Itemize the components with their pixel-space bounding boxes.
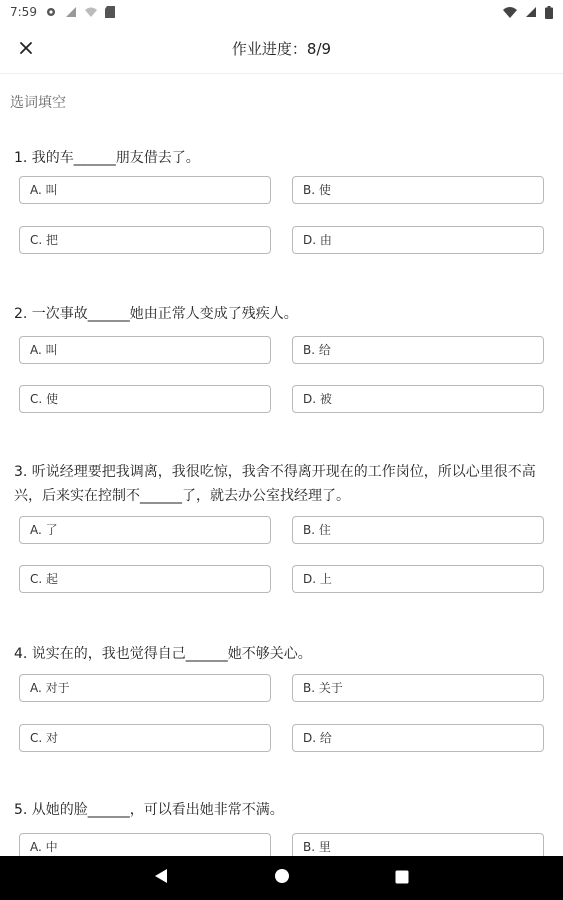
- homework-progress-title: 作业进度：8/9: [231, 40, 332, 58]
- back-button[interactable]: [151, 868, 171, 888]
- question-text: 2. 一次事故______她由正常人变成了残疾人。: [14, 306, 298, 322]
- option-a[interactable]: A. 叫: [19, 336, 271, 364]
- app-bar: [0, 24, 563, 74]
- back-triangle-icon: [154, 868, 168, 888]
- option-d[interactable]: D. 上: [292, 565, 544, 593]
- status-left: [10, 5, 115, 19]
- option-a[interactable]: A. 了: [19, 516, 271, 544]
- settings-gear-icon: [45, 6, 57, 18]
- wifi-off-icon: [85, 6, 97, 18]
- home-button[interactable]: [272, 868, 292, 888]
- option-a[interactable]: A. 叫: [19, 176, 271, 204]
- question-text: 1. 我的车______朋友借去了。: [14, 150, 200, 166]
- wifi-icon: [503, 6, 517, 18]
- option-a[interactable]: A. 中: [19, 833, 271, 856]
- battery-icon: [545, 6, 553, 19]
- recents-button[interactable]: [392, 868, 412, 888]
- option-c[interactable]: C. 把: [19, 226, 271, 254]
- option-b[interactable]: B. 关于: [292, 674, 544, 702]
- option-c[interactable]: C. 使: [19, 385, 271, 413]
- option-d[interactable]: D. 由: [292, 226, 544, 254]
- option-d[interactable]: D. 被: [292, 385, 544, 413]
- recents-square-icon: [395, 869, 409, 888]
- status-right: [503, 6, 553, 19]
- home-circle-icon: [274, 868, 290, 888]
- system-nav-bar: [0, 856, 563, 900]
- option-b[interactable]: B. 给: [292, 336, 544, 364]
- question-list[interactable]: [0, 74, 563, 856]
- question-text: 3. 听说经理要把我调离，我很吃惊，我舍不得离开现在的工作岗位，所以心里很不高兴，后来实在控制不______了，就去办公室找经理了。: [14, 464, 536, 504]
- option-c[interactable]: C. 对: [19, 724, 271, 752]
- question-text: 5. 从她的脸______，可以看出她非常不满。: [14, 802, 284, 818]
- status-bar: [0, 0, 563, 24]
- section-label: 选词填空: [10, 95, 66, 111]
- cell-signal-icon: [525, 6, 537, 18]
- option-b[interactable]: B. 使: [292, 176, 544, 204]
- status-time: 7:59: [10, 5, 37, 19]
- sd-card-icon: [105, 6, 115, 18]
- option-b[interactable]: B. 住: [292, 516, 544, 544]
- signal-off-icon: [65, 6, 77, 18]
- option-a[interactable]: A. 对于: [19, 674, 271, 702]
- option-b[interactable]: B. 里: [292, 833, 544, 856]
- option-d[interactable]: D. 给: [292, 724, 544, 752]
- option-c[interactable]: C. 起: [19, 565, 271, 593]
- question-text: 4. 说实在的，我也觉得自己______她不够关心。: [14, 646, 312, 662]
